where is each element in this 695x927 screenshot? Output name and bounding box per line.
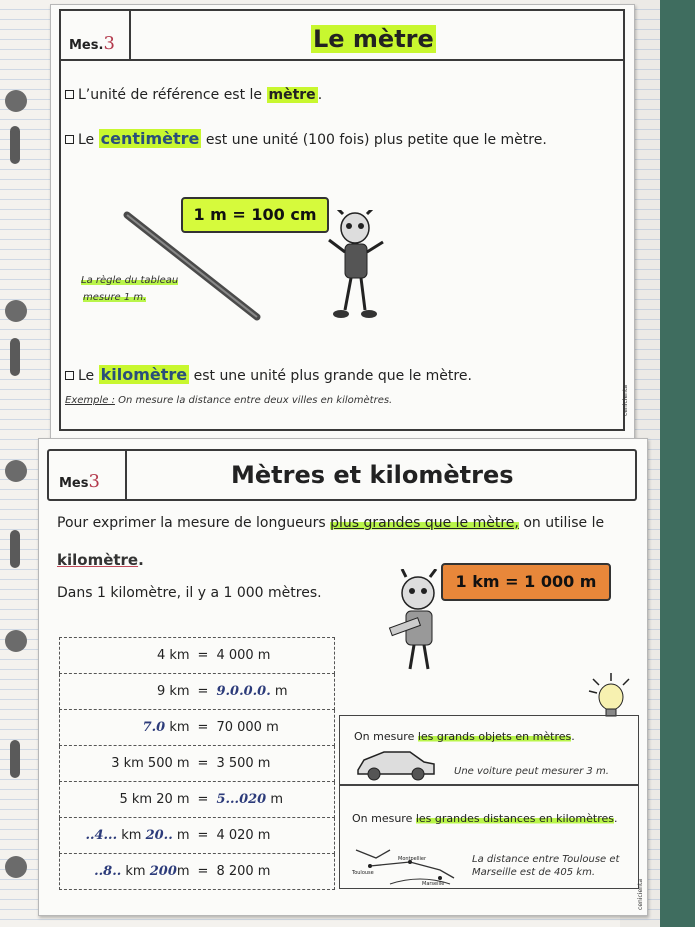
- lightbulb-icon: [587, 671, 633, 719]
- top-example-label: Exemple :: [65, 395, 115, 406]
- top-line-2: [65, 129, 547, 148]
- map-city-montpellier: Montpellier: [398, 856, 427, 862]
- ruler-caption-1-text: La règle du tableau: [81, 275, 179, 286]
- conversion-equals: =: [197, 864, 209, 879]
- conversion-cell: [60, 782, 335, 818]
- map-caption-2: Marseille est de 405 km.: [472, 867, 596, 878]
- ruler-caption-2: [83, 292, 146, 303]
- handwritten-answer: ..4...: [85, 828, 118, 843]
- ruler-illustration: [121, 205, 271, 325]
- car-caption: Une voiture peut mesurer 3 m.: [454, 766, 609, 777]
- top-line-1-after: .: [317, 87, 323, 103]
- ruler-caption-2-text: mesure 1 m.: [83, 292, 147, 303]
- conversion-row: [60, 818, 335, 854]
- conversion-equals: =: [197, 720, 209, 735]
- top-line-2-key: centimètre: [100, 129, 200, 148]
- conversion-left-unit: km: [117, 828, 146, 843]
- bottom-equation-text: 1 km = 1 000 m: [455, 572, 597, 591]
- checkbox-bullet-icon: [65, 90, 74, 99]
- map-caption-1: La distance entre Toulouse et: [472, 854, 620, 865]
- top-line-3-before: Le: [78, 368, 99, 384]
- conversion-right: [216, 792, 316, 807]
- bottom-intro-after: on utilise le: [518, 515, 605, 531]
- bottom-mes-label: [59, 471, 100, 492]
- conversion-cell: [60, 854, 335, 890]
- conversion-right: [216, 864, 316, 879]
- distances-box-after: .: [613, 812, 618, 825]
- top-line-3: [65, 365, 472, 384]
- conversion-line: [60, 684, 334, 699]
- top-stamp: cenicienta: [622, 385, 629, 416]
- bottom-stamp: cenicienta: [637, 879, 644, 910]
- top-line-2-after: est une unité (100 fois) plus petite que le mètre.: [201, 132, 547, 148]
- bottom-intro-end: .: [138, 551, 144, 569]
- conversion-table: [59, 637, 335, 890]
- conversion-left: [78, 792, 190, 807]
- conversion-left: [78, 756, 190, 771]
- conversion-left-unit: km: [165, 720, 190, 735]
- top-mes-number: 3: [103, 33, 115, 54]
- conversion-right: [216, 720, 316, 735]
- top-mes-label: [69, 33, 115, 54]
- objects-box-after: .: [571, 730, 575, 743]
- map-city-marseille: Marseille: [422, 881, 445, 887]
- objects-box-heading: [354, 730, 575, 743]
- conversion-equals: =: [197, 648, 209, 663]
- handwritten-answer: 20..: [145, 828, 173, 843]
- conversion-left-unit: 3 km 500 m: [111, 756, 190, 771]
- conversion-line: [60, 756, 334, 771]
- conversion-left-unit: 5 km 20 m: [119, 792, 190, 807]
- top-title-divider: [129, 11, 131, 61]
- conversion-equals: =: [197, 828, 209, 843]
- conversion-right-value: m: [266, 792, 284, 807]
- top-mes-text: Mes.: [69, 38, 104, 53]
- binder-hole: [5, 856, 27, 878]
- conversion-right-value: 4 020 m: [216, 828, 271, 843]
- handwritten-answer: 200: [149, 864, 177, 879]
- conversion-left: [78, 864, 190, 879]
- conversion-line: [60, 828, 334, 843]
- distances-box: [339, 785, 639, 889]
- bottom-intro-word: [57, 551, 144, 569]
- bottom-lesson-sheet: [38, 438, 648, 916]
- conversion-line: [60, 864, 334, 879]
- conversion-row: [60, 854, 335, 890]
- conversion-row: [60, 782, 335, 818]
- conversion-left: [78, 720, 190, 735]
- top-line-1-key: mètre: [268, 87, 316, 103]
- checkbox-bullet-icon: [65, 371, 74, 380]
- ruler-caption-1: [81, 275, 178, 286]
- bottom-mes-text: Mes: [59, 476, 89, 491]
- top-title-text: Le mètre: [313, 25, 434, 53]
- top-line-1-before: L’unité de référence est le: [78, 87, 267, 103]
- bottom-intro-before: Pour exprimer la mesure de longueurs: [57, 515, 331, 531]
- top-lesson-sheet: [50, 4, 635, 442]
- conversion-cell: [60, 638, 335, 674]
- conversion-right: [216, 684, 316, 699]
- top-line-1: [65, 87, 322, 103]
- conversion-left: [78, 828, 190, 843]
- bottom-mes-number: 3: [88, 471, 100, 492]
- conversion-right-value: 8 200 m: [216, 864, 271, 879]
- conversion-row: [60, 746, 335, 782]
- mascot-illustration: [321, 210, 391, 328]
- conversion-equals: =: [197, 756, 209, 771]
- binder-slot: [10, 126, 20, 164]
- conversion-right: [216, 756, 316, 771]
- mascot-ruler-illustration: [384, 569, 454, 679]
- conversion-line: [60, 720, 334, 735]
- conversion-left-unit: 9 km: [156, 684, 190, 699]
- objects-box: [339, 715, 639, 785]
- bottom-intro-word-text: kilomètre: [57, 551, 139, 569]
- conversion-right: [216, 648, 316, 663]
- objects-box-before: On mesure: [354, 730, 418, 743]
- conversion-left: [78, 684, 190, 699]
- binder-hole: [5, 460, 27, 482]
- handwritten-answer: 9.0.0.0.: [216, 684, 271, 699]
- top-line-3-key: kilomètre: [100, 365, 188, 384]
- conversion-right-value: 4 000 m: [216, 648, 271, 663]
- top-equation-text: 1 m = 100 cm: [193, 205, 317, 224]
- map-city-toulouse: Toulouse: [352, 870, 374, 876]
- conversion-equals: =: [197, 684, 209, 699]
- objects-box-key: les grands objets en mètres: [417, 730, 572, 743]
- handwritten-answer: 7.0: [142, 720, 166, 735]
- bottom-equation-box: [441, 563, 611, 601]
- conversion-right-value: 3 500 m: [216, 756, 271, 771]
- binder-slot: [10, 530, 20, 568]
- conversion-right: [216, 828, 316, 843]
- handwritten-answer: ..8..: [94, 864, 122, 879]
- top-example: [65, 395, 392, 406]
- conversion-row: [60, 710, 335, 746]
- conversion-line: [60, 792, 334, 807]
- conversion-row: [60, 638, 335, 674]
- car-icon: [354, 746, 438, 782]
- top-title: [311, 25, 436, 53]
- conversion-equals: =: [197, 792, 209, 807]
- binder-slot: [10, 338, 20, 376]
- distances-box-heading: [352, 812, 617, 825]
- binder-hole: [5, 300, 27, 322]
- conversion-cell: [60, 746, 335, 782]
- conversion-right-value: m: [270, 684, 288, 699]
- conversion-left-unit-2: m: [176, 864, 190, 879]
- conversion-left-unit: 4 km: [156, 648, 190, 663]
- binder-slot: [10, 740, 20, 778]
- bottom-intro: [57, 515, 604, 531]
- binder-hole: [5, 90, 27, 112]
- conversion-left-unit-2: m: [172, 828, 190, 843]
- conversion-cell: [60, 710, 335, 746]
- conversion-left-unit: km: [121, 864, 150, 879]
- top-line-2-before: Le: [78, 132, 99, 148]
- conversion-line: [60, 648, 334, 663]
- conversion-left: [78, 648, 190, 663]
- conversion-cell: [60, 818, 335, 854]
- conversion-row: [60, 674, 335, 710]
- distances-box-key: les grandes distances en kilomètres: [415, 812, 614, 825]
- top-line-3-after: est une unité plus grande que le mètre.: [189, 368, 472, 384]
- binder-hole: [5, 630, 27, 652]
- conversion-right-value: 70 000 m: [216, 720, 279, 735]
- conversion-cell: [60, 674, 335, 710]
- distances-box-before: On mesure: [352, 812, 416, 825]
- checkbox-bullet-icon: [65, 135, 74, 144]
- bottom-title: Mètres et kilomètres: [231, 461, 514, 489]
- bottom-dans-text: Dans 1 kilomètre, il y a 1 000 mètres.: [57, 585, 322, 601]
- top-example-text: On mesure la distance entre deux villes en kilomètres.: [114, 395, 393, 406]
- handwritten-answer: 5...020: [216, 792, 267, 807]
- bottom-intro-key: plus grandes que le mètre,: [330, 515, 519, 531]
- bottom-title-divider: [125, 451, 127, 499]
